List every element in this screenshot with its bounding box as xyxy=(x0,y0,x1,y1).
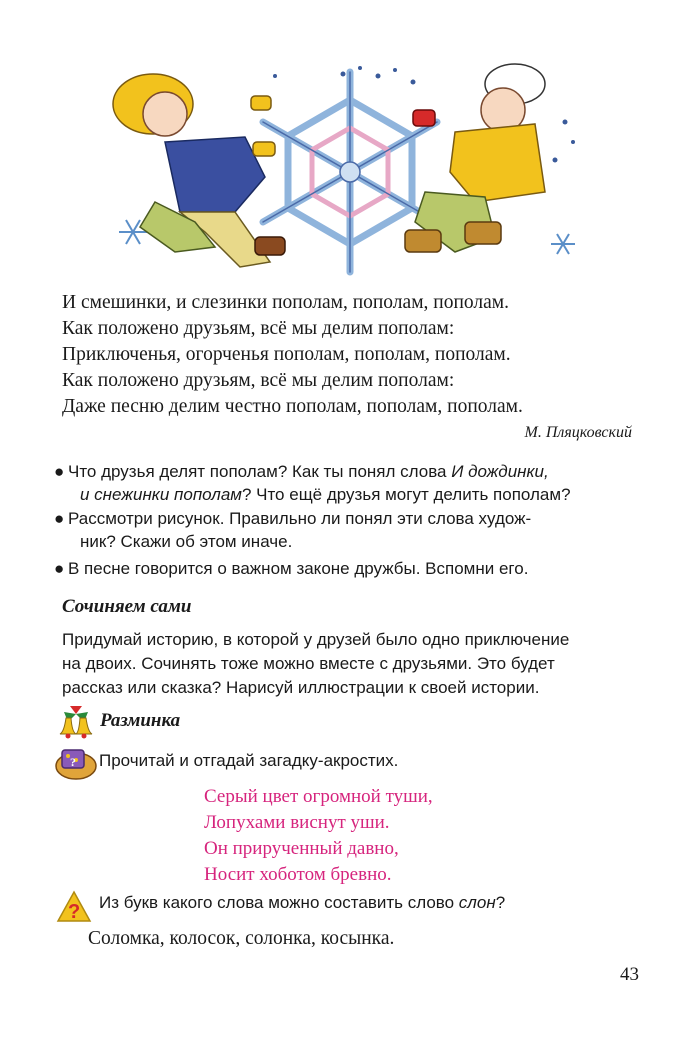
answer-options: Соломка, колосок, солонка, косынка. xyxy=(88,928,395,949)
compose-text xyxy=(62,628,652,700)
poem-line: Как положено друзьям, всё мы делим пополам: xyxy=(62,370,455,391)
poem xyxy=(62,290,642,420)
letters-task xyxy=(99,893,505,913)
question-text: Рассмотри рисунок. Правильно ли понял эти слова худож- xyxy=(68,509,532,528)
question-list xyxy=(52,460,652,580)
question-text: ник? Скажи об этом иначе. xyxy=(80,532,293,551)
bells-icon xyxy=(56,702,96,740)
riddle-task: Прочитай и отгадай загадку-акростих. xyxy=(99,751,399,770)
letters-task-text: Из букв какого слова можно составить слово xyxy=(99,893,459,912)
poem-author: М. Пляцковский xyxy=(524,424,632,441)
poem-line: И смешинки, и слезинки пополам, пополам, пополам. xyxy=(62,292,509,313)
acrostic-line: Носит хоботом бревно. xyxy=(204,864,392,885)
question-triangle-icon xyxy=(56,890,92,924)
question-text: Что друзья делят пополам? Как ты понял слова xyxy=(68,462,452,481)
svg-text:?: ? xyxy=(68,901,81,923)
question-item xyxy=(52,557,652,580)
question-text: ? Что ещё друзья могут делить пополам? xyxy=(241,485,571,504)
letters-task-text: ? xyxy=(495,893,506,912)
acrostic-line: Он прирученный давно, xyxy=(204,838,399,859)
compose-line: рассказ или сказка? Нарисуй иллюстрации к своей истории. xyxy=(62,678,540,697)
question-quote: и снежинки пополам xyxy=(80,485,242,504)
compose-line: Придумай историю, в которой у друзей было одно приключение xyxy=(62,630,570,649)
acrostic-poem xyxy=(204,784,433,888)
compose-line: на двоих. Сочинять тоже можно вместе с друзьями. Это будет xyxy=(62,654,555,673)
poem-line: Приключенья, огорченья пополам, пополам, пополам. xyxy=(62,344,511,365)
question-item xyxy=(52,460,652,506)
bullet-icon: ● xyxy=(54,462,65,481)
page-number: 43 xyxy=(620,964,639,985)
question-quote: И дождинки, xyxy=(451,462,549,481)
small-snowflake-right xyxy=(551,234,575,254)
poem-line: Даже песню делим честно пополам, пополам, пополам. xyxy=(62,396,523,417)
question-text: В песне говорится о важном законе дружбы. Вспомни его. xyxy=(68,559,529,578)
acrostic-line: Лопухами виснут уши. xyxy=(204,812,390,833)
svg-text:?: ? xyxy=(70,755,76,769)
section-heading-warmup: Разминка xyxy=(100,710,181,731)
section-heading-compose: Сочиняем сами xyxy=(62,596,192,617)
letters-task-word: слон xyxy=(458,893,496,912)
question-item xyxy=(52,507,652,553)
right-child xyxy=(405,64,545,252)
bullet-icon: ● xyxy=(54,509,65,528)
acrostic-line: Серый цвет огромной туши, xyxy=(204,786,433,807)
left-child xyxy=(113,74,285,267)
treasure-chest-icon xyxy=(54,744,98,780)
poem-line: Как положено друзьям, всё мы делим пополам: xyxy=(62,318,455,339)
children-snowflake-illustration xyxy=(95,62,615,287)
bullet-icon: ● xyxy=(54,559,65,578)
